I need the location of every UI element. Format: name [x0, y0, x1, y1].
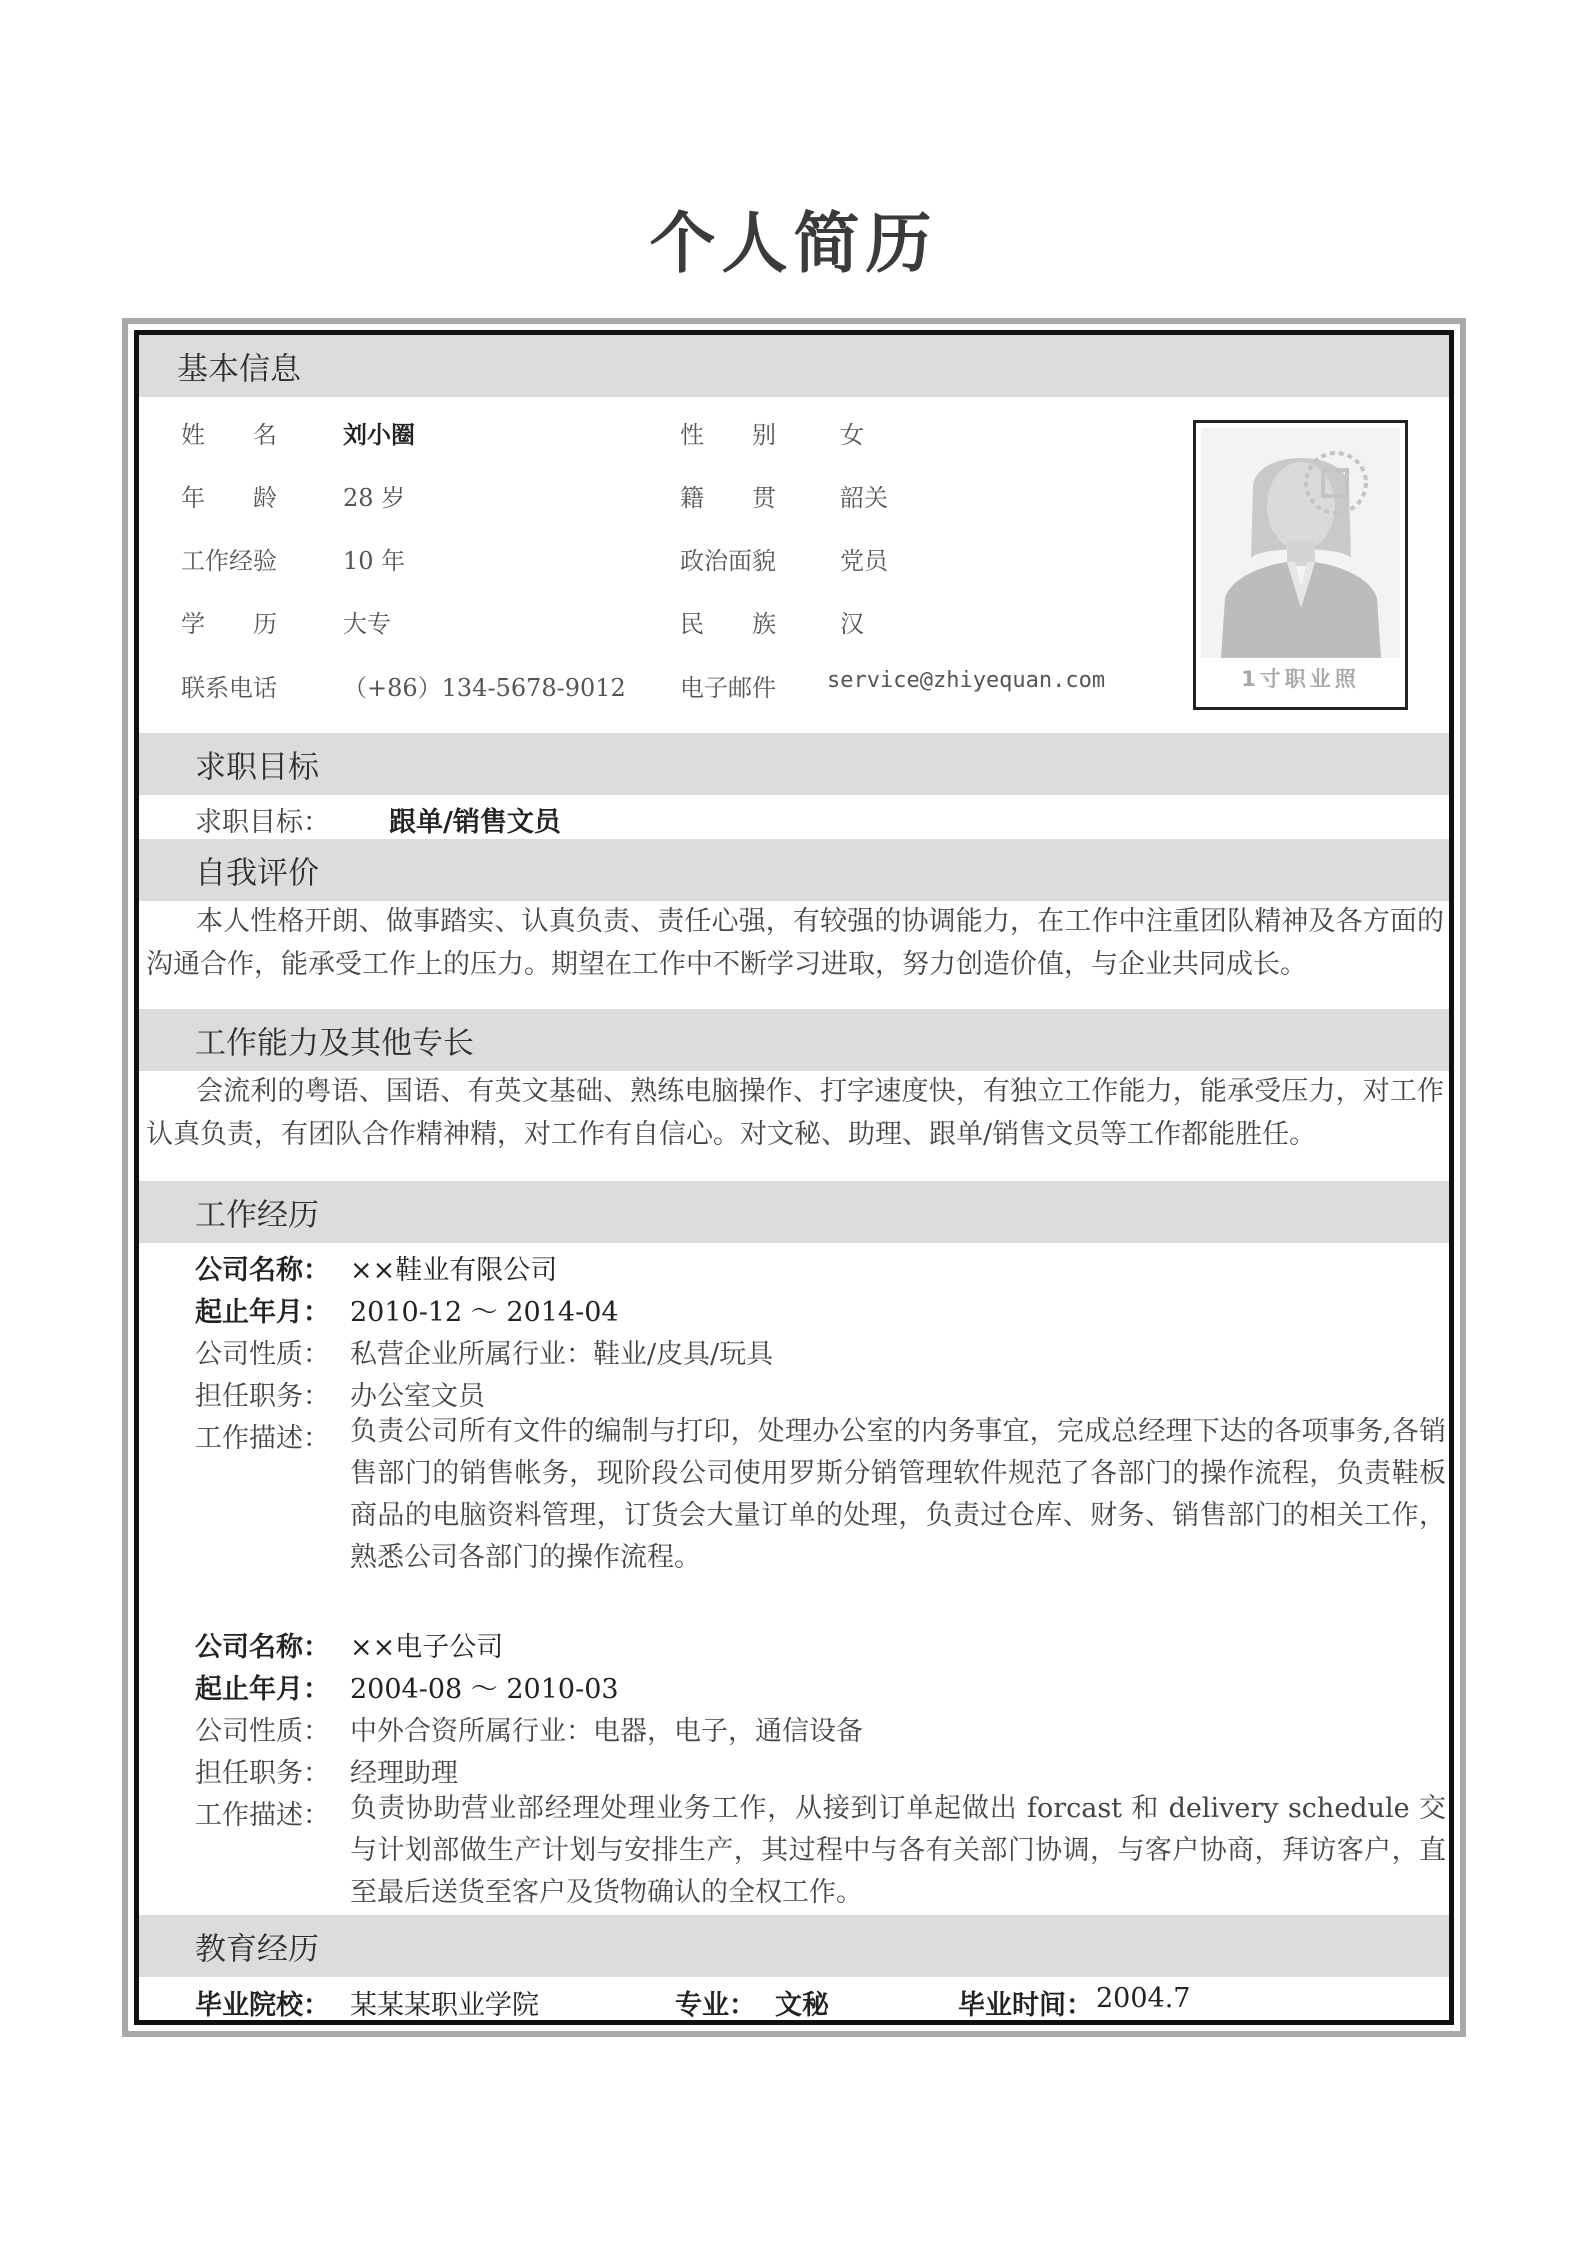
section-header-self-evaluation: [139, 839, 1449, 901]
position-value: 经理助理: [350, 1758, 458, 1789]
nature-value: 私营企业所属行业：鞋业/皮具/玩具: [350, 1339, 774, 1370]
photo-caption: 1寸职业照: [1241, 667, 1360, 691]
ethnic-label: 民 族: [680, 610, 776, 638]
description-value: 负责协助营业部经理处理业务工作，从接到订单起做出 forcast 和 delivery schedule 交与计划部做生产计划与安排生产，其过程中与各有关部门协调，与客户协商，拜访客户，直至最后送货至客户及货物确认的全权工作。: [350, 1793, 1446, 1908]
company-label: 公司名称：: [195, 1255, 330, 1286]
nature-label: 公司性质：: [195, 1716, 330, 1747]
section-title: 自我评价: [195, 855, 319, 892]
origin-value: 韶关: [840, 484, 888, 512]
period-label: 起止年月：: [195, 1297, 330, 1328]
objective-value: 跟单/销售文员: [389, 807, 561, 838]
gender-value: 女: [840, 421, 864, 449]
description-value: 负责公司所有文件的编制与打印，处理办公室的内务事宜，完成总经理下达的各项事务,各销售部门的销售帐务，现阶段公司使用罗斯分销管理软件规范了各部门的操作流程，负责鞋板商品的电脑资料管理，订货会大量订单的处理，负责过仓库、财务、销售部门的相关工作，熟悉公司各部门的操作流程。: [350, 1416, 1446, 1573]
age-label: 年 龄: [181, 484, 277, 512]
period-label: 起止年月：: [195, 1674, 330, 1705]
major-label: 专业：: [675, 1990, 756, 2021]
gender-label: 性 别: [680, 421, 776, 449]
education-level-value: 大专: [343, 610, 391, 638]
politics-label: 政治面貌: [680, 547, 776, 575]
section-header-education: [139, 1915, 1449, 1977]
section-title: 教育经历: [195, 1931, 319, 1968]
section-header-basic: [139, 335, 1449, 397]
section-header-objective: [139, 733, 1449, 795]
person-silhouette-icon: [1201, 428, 1400, 658]
school-value: 某某某职业学院: [350, 1990, 539, 2021]
education-level-label: 学 历: [181, 610, 277, 638]
graduation-value: 2004.7: [1096, 1983, 1191, 2014]
objective-label: 求职目标：: [195, 807, 330, 838]
period-value: 2004-08 ～ 2010-03: [350, 1674, 619, 1705]
section-title: 工作能力及其他专长: [195, 1025, 474, 1062]
section-title: 基本信息: [177, 351, 301, 388]
email-value: service@zhiyequan.com: [827, 668, 1106, 693]
self-evaluation-text: 本人性格开朗、做事踏实、认真负责、责任心强，有较强的协调能力，在工作中注重团队精神及各方面的沟通合作，能承受工作上的压力。期望在工作中不断学习进取，努力创造价值，与企业共同成长。: [146, 906, 1444, 980]
email-label: 电子邮件: [680, 674, 776, 702]
section-header-skills: [139, 1009, 1449, 1071]
school-label: 毕业院校：: [195, 1990, 330, 2021]
politics-value: 党员: [840, 547, 888, 575]
position-value: 办公室文员: [350, 1381, 485, 1412]
page-title: 个人简历: [649, 204, 938, 282]
skills-text: 会流利的粤语、国语、有英文基础、熟练电脑操作、打字速度快，有独立工作能力，能承受压力，对工作认真负责，有团队合作精神精，对工作有自信心。对文秘、助理、跟单/销售文员等工作都能胜任。: [146, 1076, 1444, 1150]
company-value: ××电子公司: [350, 1632, 504, 1663]
age-value: 28 岁: [343, 484, 406, 512]
section-header-work: [139, 1181, 1449, 1243]
section-title: 求职目标: [195, 749, 319, 786]
origin-label: 籍 贯: [680, 484, 776, 512]
section-title: 工作经历: [195, 1197, 319, 1234]
photo-placeholder: [1193, 420, 1408, 710]
phone-label: 联系电话: [181, 674, 277, 702]
name-value: 刘小圈: [343, 420, 415, 449]
experience-value: 10 年: [343, 547, 406, 575]
nature-label: 公司性质：: [195, 1339, 330, 1370]
major-value: 文秘: [775, 1990, 829, 2021]
position-label: 担任职务：: [195, 1758, 330, 1789]
experience-label: 工作经验: [181, 547, 277, 575]
name-label: 姓 名: [181, 421, 277, 449]
phone-value: （+86）134-5678-9012: [343, 674, 626, 702]
company-label: 公司名称：: [195, 1632, 330, 1663]
position-label: 担任职务：: [195, 1381, 330, 1412]
period-value: 2010-12 ～ 2014-04: [350, 1297, 619, 1328]
company-value: ××鞋业有限公司: [350, 1255, 558, 1286]
nature-value: 中外合资所属行业：电器，电子，通信设备: [350, 1716, 863, 1747]
description-label: 工作描述：: [195, 1423, 330, 1454]
graduation-label: 毕业时间：: [958, 1990, 1093, 2021]
description-label: 工作描述：: [195, 1800, 330, 1831]
ethnic-value: 汉: [840, 610, 864, 638]
